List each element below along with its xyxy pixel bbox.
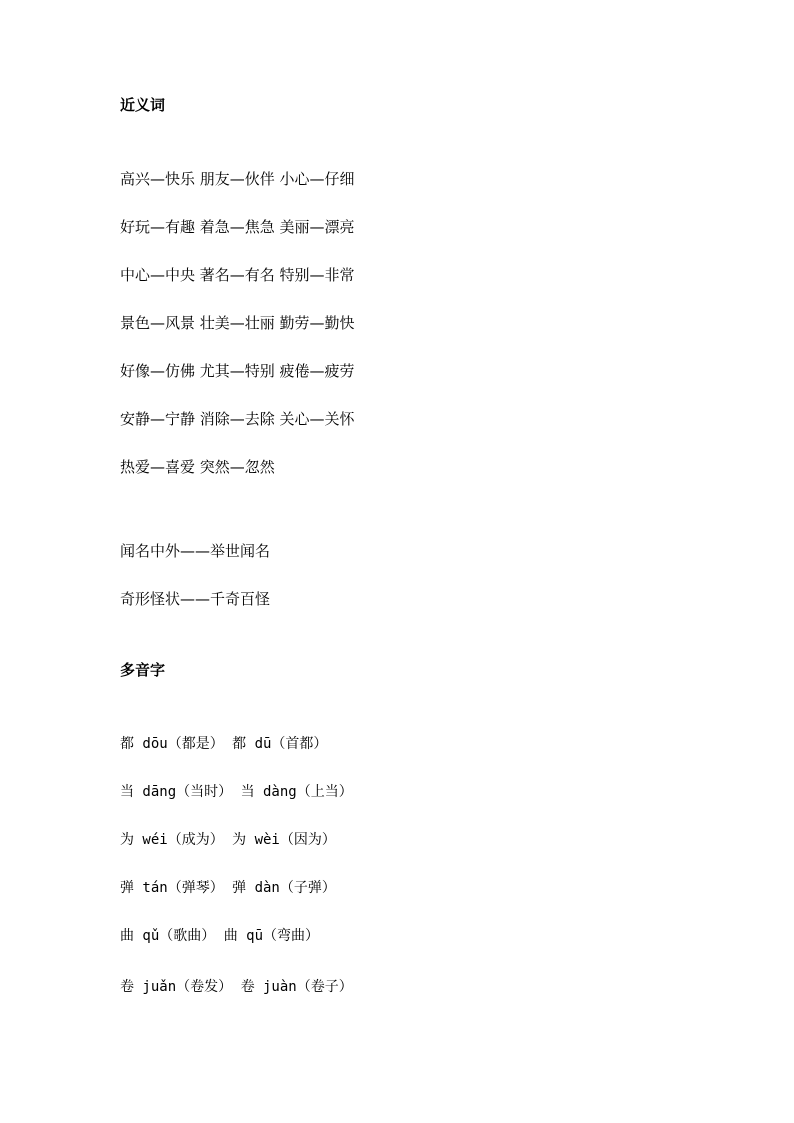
- heading-synonyms: 近义词: [120, 96, 166, 114]
- synonym-line: 高兴—快乐 朋友—伙伴 小心—仔细: [120, 170, 355, 188]
- synonym-line: 中心—中央 著名—有名 特别—非常: [120, 266, 355, 284]
- idiom-line: 奇形怪状——千奇百怪: [120, 590, 271, 608]
- synonym-line: 好玩—有趣 着急—焦急 美丽—漂亮: [120, 218, 355, 236]
- heading-polyphones: 多音字: [120, 661, 166, 679]
- synonym-line: 好像—仿佛 尤其—特别 疲倦—疲劳: [120, 362, 355, 380]
- synonym-line: 安静—宁静 消除—去除 关心—关怀: [120, 410, 355, 428]
- idiom-line: 闻名中外——举世闻名: [120, 542, 271, 560]
- polyphone-line: 都 dōu（都是） 都 dū（首都）: [120, 736, 328, 752]
- synonym-line: 热爱—喜爱 突然—忽然: [120, 458, 275, 476]
- polyphone-line: 为 wéi（成为） 为 wèi（因为）: [120, 832, 336, 848]
- synonym-line: 景色—风景 壮美—壮丽 勤劳—勤快: [120, 314, 355, 332]
- polyphone-line: 曲 qǔ（歌曲） 曲 qū（弯曲）: [120, 928, 320, 944]
- polyphone-line: 弹 tán（弹琴） 弹 dàn（子弹）: [120, 880, 336, 896]
- polyphone-line: 当 dāng（当时） 当 dàng（上当）: [120, 784, 353, 800]
- polyphone-line: 卷 juǎn（卷发） 卷 juàn（卷子）: [120, 979, 353, 995]
